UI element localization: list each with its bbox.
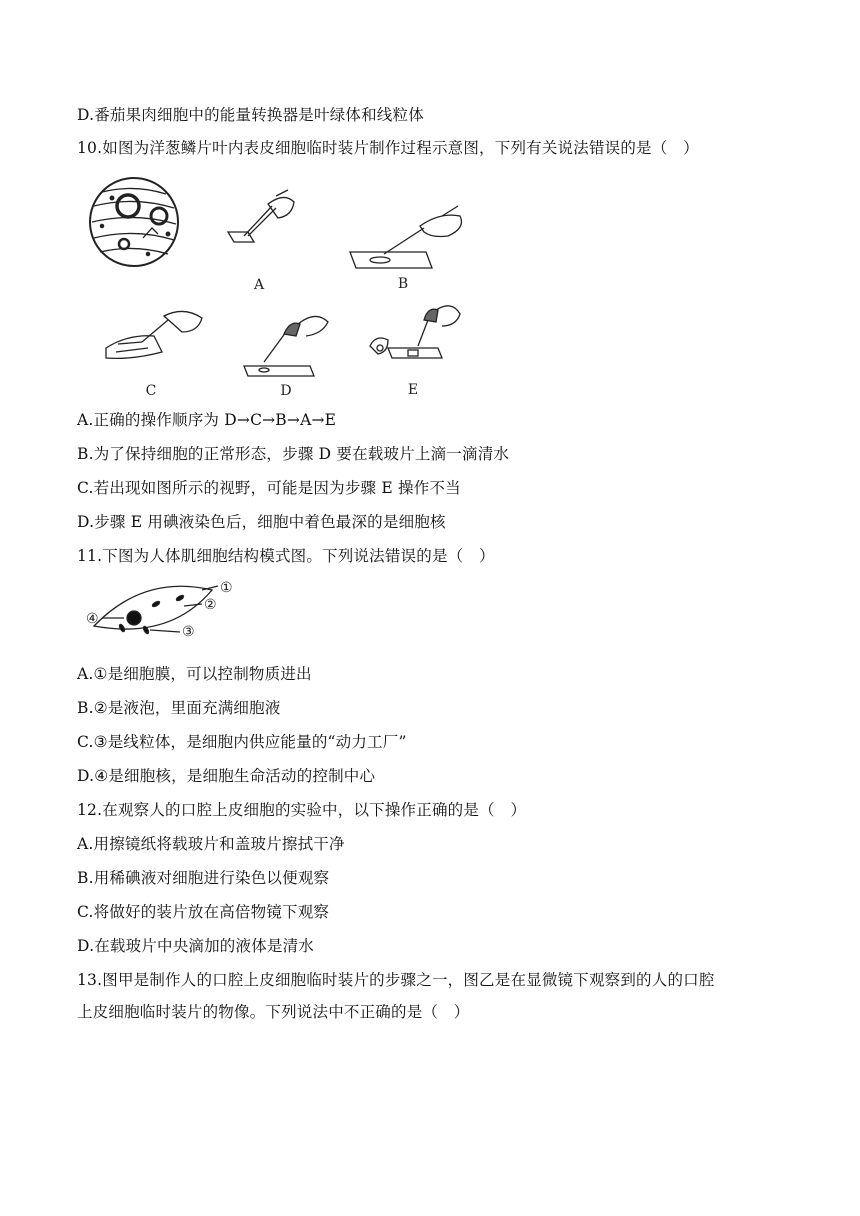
q11-figure (84, 580, 244, 652)
q11-option-c: C.③是线粒体，是细胞内供应能量的“动力工厂” (77, 733, 407, 751)
q10-figure (88, 176, 480, 402)
q11-option-a: A.①是细胞膜，可以控制物质进出 (77, 665, 312, 683)
label-d: D (280, 383, 292, 399)
microscope-view-illustration (90, 178, 178, 266)
step-b-illustration (350, 206, 462, 268)
q12-stem: 12.在观察人的口腔上皮细胞的实验中，以下操作正确的是（ ） (77, 801, 527, 819)
q12-option-b: B.用稀碘液对细胞进行染色以便观察 (77, 869, 330, 887)
label-3: ③ (182, 624, 195, 640)
q11-option-d: D.④是细胞核，是细胞生命活动的控制中心 (77, 767, 376, 785)
q10-option-b: B.为了保持细胞的正常形态，步骤 D 要在载玻片上滴一滴清水 (77, 445, 510, 463)
q10-option-d: D.步骤 E 用碘液染色后，细胞中着色最深的是细胞核 (77, 513, 446, 531)
q10-option-c: C.若出现如图所示的视野，可能是因为步骤 E 操作不当 (77, 479, 461, 497)
label-4: ④ (86, 611, 99, 627)
q10-option-a: A.正确的操作顺序为 D→C→B→A→E (77, 411, 337, 429)
q13-stem-line1: 13.图甲是制作人的口腔上皮细胞临时装片的步骤之一，图乙是在显微镜下观察到的人的口腔 (77, 971, 715, 989)
q12-option-a: A.用擦镜纸将载玻片和盖玻片擦拭干净 (77, 835, 345, 853)
label-b: B (397, 276, 409, 292)
step-d-illustration (244, 316, 328, 376)
step-a-illustration (228, 190, 294, 242)
q12-option-d: D.在载玻片中央滴加的液体是清水 (77, 937, 315, 955)
step-e-illustration (370, 306, 460, 358)
label-c: C (145, 383, 157, 399)
q9-option-d: D.番茄果肉细胞中的能量转换器是叶绿体和线粒体 (77, 106, 424, 124)
q12-option-c: C.将做好的装片放在高倍物镜下观察 (77, 903, 330, 921)
q10-stem: 10.如图为洋葱鳞片叶内表皮细胞临时装片制作过程示意图，下列有关说法错误的是（ ） (77, 139, 699, 157)
label-e: E (407, 382, 419, 398)
q11-option-b: B.②是液泡，里面充满细胞液 (77, 699, 281, 717)
q11-stem: 11.下图为人体肌细胞结构模式图。下列说法错误的是（ ） (77, 547, 495, 565)
muscle-cell-outline (94, 586, 212, 629)
label-a: A (253, 277, 265, 293)
label-2: ② (204, 597, 217, 613)
label-1: ① (220, 580, 233, 596)
nucleus (127, 611, 141, 625)
step-c-illustration (106, 311, 202, 358)
q13-stem-line2: 上皮细胞临时装片的物像。下列说法中不正确的是（ ） (77, 1003, 470, 1021)
